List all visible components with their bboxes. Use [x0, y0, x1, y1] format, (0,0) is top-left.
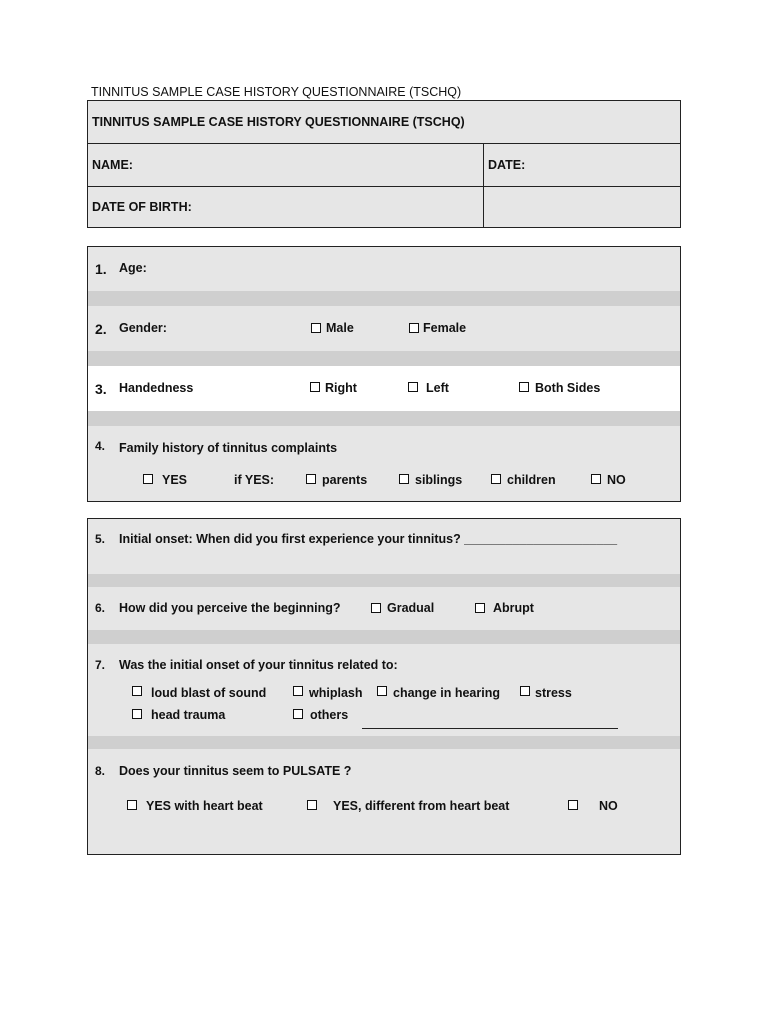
whiplash-checkbox[interactable]: [293, 686, 303, 696]
siblings-checkbox[interactable]: [399, 474, 409, 484]
document-title: TINNITUS SAMPLE CASE HISTORY QUESTIONNAIRE (TSCHQ): [91, 85, 462, 99]
whiplash-label: whiplash: [309, 686, 363, 700]
both-sides-checkbox[interactable]: [519, 382, 529, 392]
q6-label: How did you perceive the beginning?: [119, 601, 341, 615]
both-sides-label: Both Sides: [535, 381, 601, 395]
q4-number: 4.: [95, 439, 106, 453]
head-trauma-label: head trauma: [151, 708, 226, 722]
q5-label: Initial onset: When did you first experience your tinnitus? ______________________: [119, 532, 618, 546]
header-table: [87, 100, 681, 228]
right-label: Right: [325, 381, 357, 395]
pulsate-yes-heartbeat-label: YES with heart beat: [146, 799, 263, 813]
family-no-checkbox[interactable]: [591, 474, 601, 484]
q3-number: 3.: [95, 381, 107, 397]
loud-blast-label: loud blast of sound: [151, 686, 267, 700]
q2-label: Gender:: [119, 321, 167, 335]
stress-checkbox[interactable]: [520, 686, 530, 696]
pulsate-no-label: NO: [599, 799, 618, 813]
q8-number: 8.: [95, 764, 106, 778]
q1-number: 1.: [95, 261, 107, 277]
siblings-label: siblings: [415, 473, 463, 487]
stress-label: stress: [535, 686, 572, 700]
header-divider-1: [88, 143, 680, 144]
family-no-label: NO: [607, 473, 626, 487]
header-title: TINNITUS SAMPLE CASE HISTORY QUESTIONNAIRE (TSCHQ): [92, 115, 465, 129]
gradual-label: Gradual: [387, 601, 435, 615]
header-divider-2: [88, 186, 680, 187]
q7-number: 7.: [95, 658, 106, 672]
female-label: Female: [423, 321, 467, 335]
others-checkbox[interactable]: [293, 709, 303, 719]
q3-label: Handedness: [119, 381, 194, 395]
q7-label: Was the initial onset of your tinnitus related to:: [119, 658, 398, 672]
pulsate-no-checkbox[interactable]: [568, 800, 578, 810]
parents-label: parents: [322, 473, 368, 487]
dob-label: DATE OF BIRTH:: [92, 200, 192, 214]
right-checkbox[interactable]: [310, 382, 320, 392]
q4-label: Family history of tinnitus complaints: [119, 441, 338, 455]
parents-checkbox[interactable]: [306, 474, 316, 484]
children-checkbox[interactable]: [491, 474, 501, 484]
head-trauma-checkbox[interactable]: [132, 709, 142, 719]
children-label: children: [507, 473, 556, 487]
family-yes-checkbox[interactable]: [143, 474, 153, 484]
band-6: [88, 736, 680, 749]
male-label: Male: [326, 321, 354, 335]
change-in-hearing-label: change in hearing: [393, 686, 500, 700]
change-in-hearing-checkbox[interactable]: [377, 686, 387, 696]
q1-label: Age:: [119, 261, 147, 275]
band-1: [88, 291, 680, 306]
section-2: [87, 518, 681, 855]
q6-number: 6.: [95, 601, 106, 615]
if-yes-label: if YES:: [234, 473, 275, 487]
others-label: others: [310, 708, 349, 722]
pulsate-yes-heartbeat-checkbox[interactable]: [127, 800, 137, 810]
abrupt-checkbox[interactable]: [475, 603, 485, 613]
pulsate-yes-different-label: YES, different from heart beat: [333, 799, 510, 813]
band-2: [88, 351, 680, 366]
left-checkbox[interactable]: [408, 382, 418, 392]
band-4: [88, 574, 680, 587]
date-label: DATE:: [488, 158, 526, 172]
left-label: Left: [426, 381, 449, 395]
loud-blast-checkbox[interactable]: [132, 686, 142, 696]
section-1: [87, 246, 681, 502]
pulsate-yes-different-checkbox[interactable]: [307, 800, 317, 810]
band-3: [88, 411, 680, 426]
male-checkbox[interactable]: [311, 323, 321, 333]
abrupt-label: Abrupt: [493, 601, 534, 615]
q5-number: 5.: [95, 532, 106, 546]
q8-label: Does your tinnitus seem to PULSATE ?: [119, 764, 352, 778]
band-5: [88, 630, 680, 644]
gradual-checkbox[interactable]: [371, 603, 381, 613]
female-checkbox[interactable]: [409, 323, 419, 333]
family-yes-label: YES: [162, 473, 188, 487]
q2-number: 2.: [95, 321, 107, 337]
others-write-in-line[interactable]: [362, 728, 618, 729]
name-label: NAME:: [92, 158, 133, 172]
